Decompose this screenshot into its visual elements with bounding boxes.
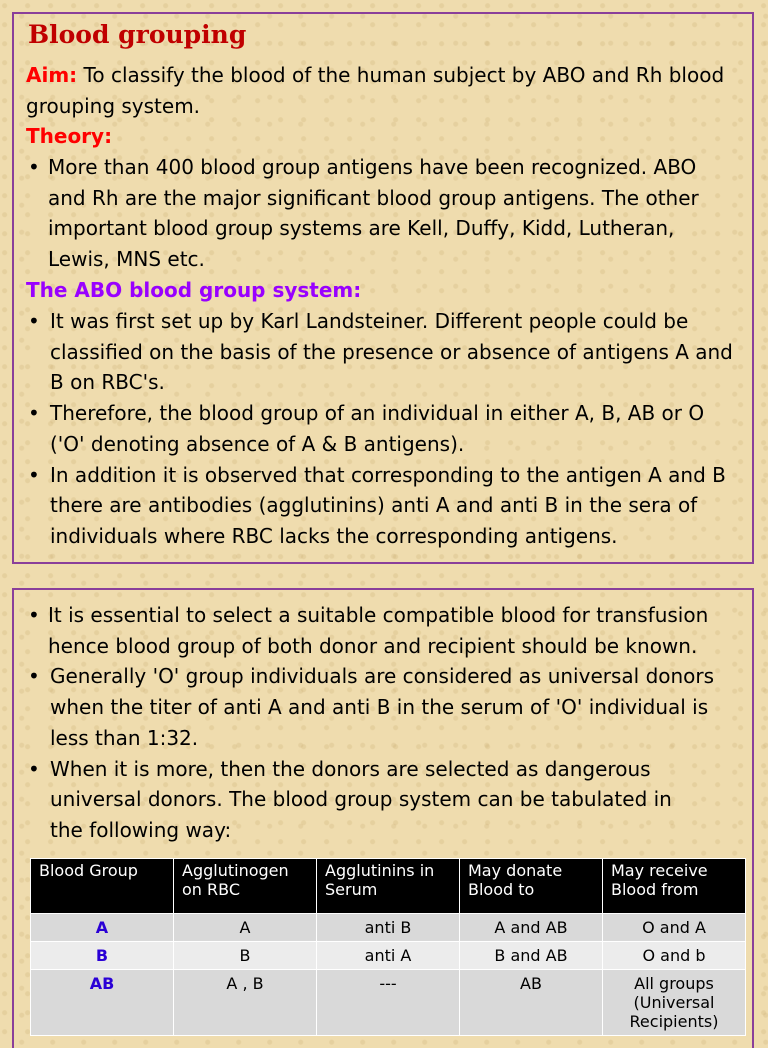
transfusion-bullet-text: Generally 'O' group individuals are considered as universal donors when the titer of anti A and anti B in the serum of 'O' individual is less than 1:32.: [50, 664, 715, 750]
table-row: [31, 942, 746, 970]
abo-bullet-text: It was first set up by Karl Landsteiner. Different people could be classified on the basis of the presence or absence of antigens A and B on RBC's.: [50, 309, 733, 395]
slide-1: [12, 12, 754, 564]
slide-title: Blood grouping: [28, 20, 247, 49]
bullet-marker: •: [28, 603, 40, 627]
bullet-marker: •: [28, 462, 40, 487]
bullet-marker: •: [28, 756, 40, 781]
bullet-marker: •: [28, 309, 40, 333]
list-item: [26, 661, 742, 753]
table-cell: O and b: [603, 942, 746, 970]
list-item: [26, 152, 712, 275]
table-cell: B and AB: [460, 942, 603, 970]
column-header: May donate Blood to: [460, 859, 603, 914]
theory-bullet-list: [26, 152, 712, 275]
aim-text: To classify the blood of the human subject by ABO and Rh blood grouping system.: [26, 63, 725, 118]
blood-group-cell: A: [31, 914, 174, 942]
bullet-marker: •: [28, 401, 40, 426]
transfusion-bullet-text: When it is more, then the donors are selected as dangerous universal donors. The blood group system can be tabulated in the following way:: [50, 756, 672, 842]
slide-2: [12, 588, 754, 1048]
transfusion-bullet-list: [26, 600, 742, 846]
table-cell: anti B: [317, 914, 460, 942]
column-header: Agglutinins in Serum: [317, 859, 460, 914]
aim-label: Aim:: [26, 63, 78, 87]
list-item: [26, 754, 742, 846]
aim-paragraph: [26, 60, 744, 121]
blood-group-cell: B: [31, 942, 174, 970]
table-cell: A: [174, 914, 317, 942]
abo-bullet-text: Therefore, the blood group of an individual in either A, B, AB or O ('O' denoting absence of A & B antigens).: [50, 401, 705, 456]
list-item: [26, 398, 744, 459]
abo-bullet-text: In addition it is observed that corresponding to the antigen A and B there are antibodies (agglutinins) anti A and anti B in the sera of individuals where RBC lacks the corresponding antigens.: [50, 462, 726, 548]
table-row: [31, 914, 746, 942]
table-cell: A and AB: [460, 914, 603, 942]
blood-group-cell: AB: [31, 970, 174, 1036]
list-item: [26, 306, 744, 398]
list-item: [26, 600, 742, 661]
column-header: Agglutinogen on RBC: [174, 859, 317, 914]
table-row: [31, 970, 746, 1036]
theory-label: Theory:: [26, 124, 113, 148]
table-cell: ---: [317, 970, 460, 1036]
column-header: Blood Group: [31, 859, 174, 914]
table-cell: All groups (Universal Recipients): [603, 970, 746, 1036]
bullet-marker: •: [28, 155, 40, 179]
table-cell: anti A: [317, 942, 460, 970]
column-header: May receive Blood from: [603, 859, 746, 914]
table-cell: O and A: [603, 914, 746, 942]
table-cell: A , B: [174, 970, 317, 1036]
blood-group-table: [30, 858, 746, 1036]
theory-bullet-text: More than 400 blood group antigens have been recognized. ABO and Rh are the major significant blood group antigens. The other important blood group systems are Kell, Duffy, Kidd, Lutheran, Lewis, MNS etc.: [48, 155, 699, 272]
abo-bullet-list: [26, 306, 744, 552]
transfusion-bullet-text: It is essential to select a suitable compatible blood for transfusion hence blood group of both donor and recipient should be known.: [48, 603, 709, 658]
table-cell: AB: [460, 970, 603, 1036]
table-cell: B: [174, 942, 317, 970]
abo-heading: The ABO blood group system:: [26, 278, 362, 302]
table-header-row: [31, 859, 746, 914]
list-item: [26, 460, 744, 552]
bullet-marker: •: [28, 664, 40, 689]
